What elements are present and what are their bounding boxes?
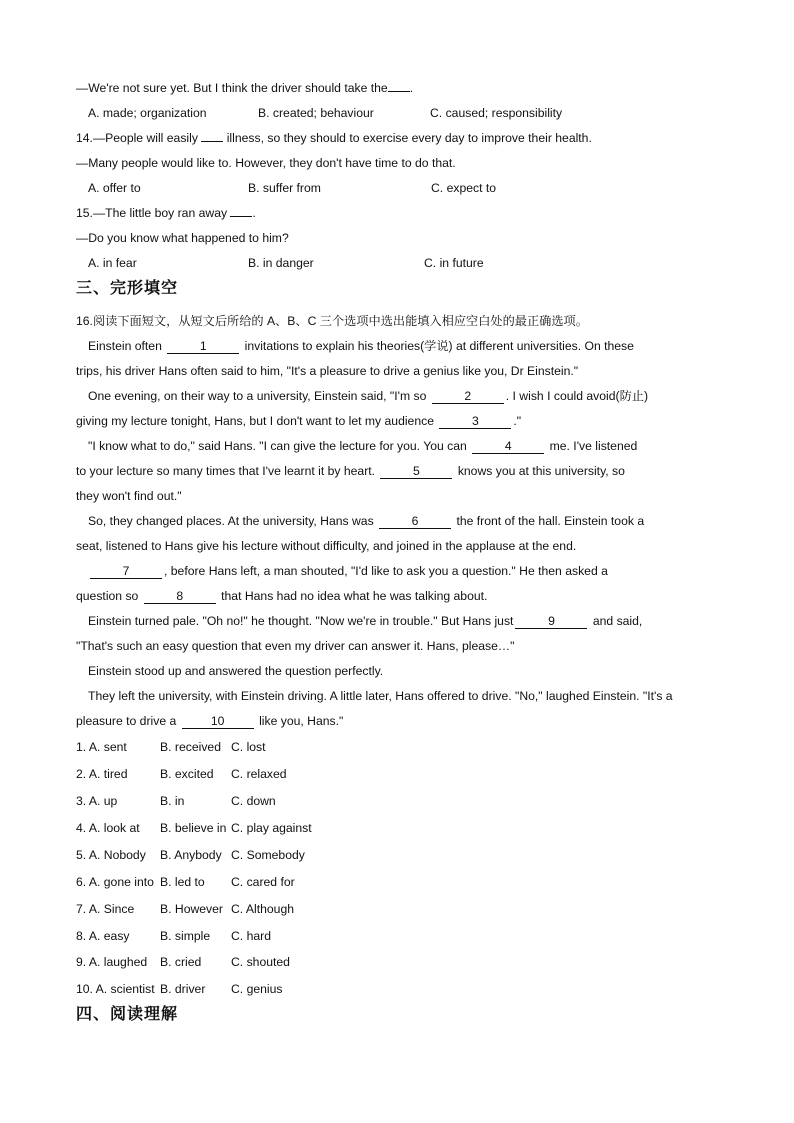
word-option-b: B. in [160, 794, 185, 808]
cloze-blank-6: 6 [379, 515, 451, 529]
q14-option-b: B. suffer from [248, 181, 321, 195]
cloze-blank-2: 2 [432, 390, 504, 404]
q14-text-post: illness, so they should to exercise every day to improve their health. [226, 131, 592, 145]
cloze-blank-4: 4 [472, 440, 544, 454]
word-option-c: C. Somebody [231, 848, 305, 862]
cloze-instruction: 16.阅读下面短文，从短文后所给的 A、B、C 三个选项中选出能填入相应空白处的最正确选项。 [76, 314, 588, 328]
cloze-p8-line-2 [76, 713, 343, 729]
word-option-c: C. relaxed [231, 767, 287, 781]
word-option-c: C. shouted [231, 955, 290, 969]
word-option-a: 7. A. Since [76, 902, 135, 916]
q14-option-c: C. expect to [431, 181, 497, 195]
cloze-text: to your lecture so many times that I've learnt it by heart. [76, 464, 376, 478]
cloze-blank-1: 1 [167, 340, 239, 354]
word-option-a: 8. A. easy [76, 929, 130, 943]
q15-option-c: C. in future [424, 256, 484, 270]
q14-line-2: —Many people would like to. However, they don't have time to do that. [76, 156, 456, 170]
word-option-b: B. cried [160, 955, 202, 969]
cloze-p5-line-1 [88, 563, 608, 579]
cloze-text: giving my lecture tonight, Hans, but I don't want to let my audience [76, 414, 434, 428]
cloze-text: . I wish I could avoid(防止) [505, 389, 648, 403]
word-option-c: C. cared for [231, 875, 295, 889]
cloze-text: One evening, on their way to a university, Einstein said, "I'm so [88, 389, 427, 403]
word-option-a: 3. A. up [76, 794, 118, 808]
q15-period: . [252, 206, 256, 220]
cloze-text: , before Hans left, a man shouted, "I'd like to ask you a question." He then asked a [164, 564, 608, 578]
word-option-a: 4. A. look at [76, 821, 140, 835]
cloze-p8-line-1: They left the university, with Einstein driving. A little later, Hans offered to drive. "No," laughed Einstein. "It's a [88, 689, 673, 703]
q13-period: . [409, 81, 414, 95]
q13-option-b: B. created; behaviour [258, 106, 374, 120]
cloze-text: Einstein turned pale. "Oh no!" he thought. "Now we're in trouble." But Hans just [88, 614, 514, 628]
q15-text-pre: 15.—The little boy ran away [76, 206, 228, 220]
word-option-b: B. received [160, 740, 221, 754]
word-option-c: C. lost [231, 740, 266, 754]
q14-text-pre: 14.—People will easily [76, 131, 198, 145]
q14-blank [201, 141, 223, 142]
cloze-p3-line-1 [88, 438, 637, 454]
cloze-blank-8: 8 [144, 590, 216, 604]
word-option-a: 5. A. Nobody [76, 848, 146, 862]
cloze-text: Einstein often [88, 339, 162, 353]
q15-option-b: B. in danger [248, 256, 314, 270]
cloze-text: question so [76, 589, 139, 603]
cloze-p6-line-2: "That's such an easy question that even my driver can answer it. Hans, please…" [76, 639, 515, 653]
cloze-blank-7: 7 [90, 565, 162, 579]
cloze-p3-line-3: they won't find out." [76, 489, 182, 503]
cloze-blank-5: 5 [380, 465, 452, 479]
cloze-text: So, they changed places. At the university, Hans was [88, 514, 374, 528]
word-option-a: 9. A. laughed [76, 955, 148, 969]
cloze-blank-3: 3 [439, 415, 511, 429]
cloze-p1-line-1 [88, 338, 634, 354]
word-option-a: 1. A. sent [76, 740, 127, 754]
cloze-blank-9: 9 [515, 615, 587, 629]
word-option-c: C. hard [231, 929, 271, 943]
cloze-text: ." [513, 414, 522, 428]
word-option-c: C. play against [231, 821, 312, 835]
section-4-heading: 四、阅读理解 [76, 1004, 179, 1023]
cloze-text: me. I've listened [549, 439, 638, 453]
word-option-c: C. down [231, 794, 276, 808]
cloze-text: invitations to explain his theories(学说) at different universities. On these [244, 339, 634, 353]
word-option-b: B. However [160, 902, 223, 916]
word-option-b: B. Anybody [160, 848, 222, 862]
cloze-p3-line-2 [76, 463, 625, 479]
cloze-text: that Hans had no idea what he was talking about. [221, 589, 488, 603]
word-option-b: B. led to [160, 875, 205, 889]
word-option-a: 2. A. tired [76, 767, 128, 781]
word-option-a: 6. A. gone into [76, 875, 154, 889]
q15-blank [230, 216, 252, 217]
cloze-text: the front of the hall. Einstein took a [456, 514, 645, 528]
word-option-b: B. driver [160, 982, 206, 996]
q13-answer-line [76, 80, 413, 96]
cloze-text: and said, [592, 614, 643, 628]
q14-option-a: A. offer to [88, 181, 141, 195]
q14-line-1 [76, 130, 592, 146]
word-option-c: C. genius [231, 982, 283, 996]
section-3-heading: 三、完形填空 [76, 278, 179, 297]
q13-blank [388, 91, 410, 92]
cloze-p6-line-1 [88, 613, 642, 629]
q13-option-c: C. caused; responsibility [430, 106, 563, 120]
cloze-p1-line-2: trips, his driver Hans often said to him, "It's a pleasure to drive a genius like you, Dr Einstein." [76, 364, 579, 378]
cloze-p2-line-1 [88, 388, 648, 404]
word-option-b: B. simple [160, 929, 211, 943]
q13-text: —We're not sure yet. But I think the driver should take the [76, 81, 388, 95]
cloze-text: knows you at this university, so [457, 464, 625, 478]
cloze-p2-line-2 [76, 413, 521, 429]
word-option-c: C. Although [231, 902, 295, 916]
cloze-p5-line-2 [76, 588, 487, 604]
q13-option-a: A. made; organization [88, 106, 207, 120]
cloze-blank-10: 10 [182, 715, 254, 729]
word-option-b: B. excited [160, 767, 214, 781]
q15-line-2: —Do you know what happened to him? [76, 231, 289, 245]
word-option-b: B. believe in [160, 821, 227, 835]
cloze-p7: Einstein stood up and answered the question perfectly. [88, 664, 384, 678]
q15-option-a: A. in fear [88, 256, 137, 270]
cloze-text: like you, Hans." [259, 714, 344, 728]
cloze-p4-line-2: seat, listened to Hans give his lecture without difficulty, and joined in the applause at the end. [76, 539, 577, 553]
cloze-text: pleasure to drive a [76, 714, 177, 728]
word-option-a: 10. A. scientist [76, 982, 155, 996]
cloze-p4-line-1 [88, 513, 644, 529]
q15-line-1 [76, 205, 256, 221]
cloze-text: "I know what to do," said Hans. "I can give the lecture for you. You can [88, 439, 467, 453]
